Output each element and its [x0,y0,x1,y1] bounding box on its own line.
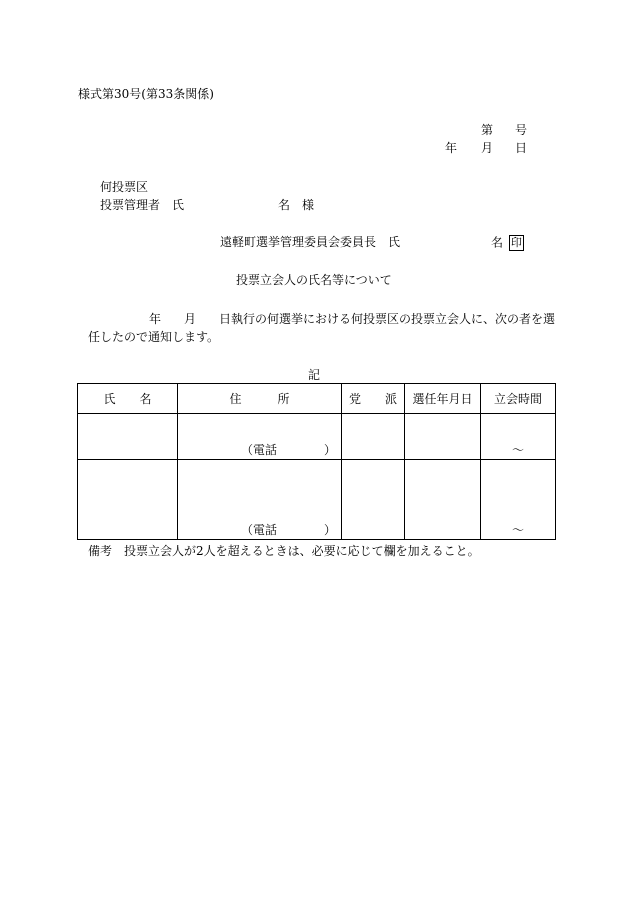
ki-heading: 記 [308,368,321,382]
phone-open: （電話 [241,523,278,537]
body-line1: 日執行の何選挙における何投票区の投票立会人に、次の者を選 [219,312,556,326]
phone-close: ） [323,443,336,457]
address-cell [178,460,342,540]
phone-field [241,443,336,457]
name-cell [78,414,178,460]
recipient-manager-label: 投票管理者 氏 [100,198,185,212]
subject: 投票立会人の氏名等について [236,273,392,287]
sender-name-block [491,235,524,251]
name-cell [78,460,178,540]
attendance-time-cell [481,460,556,540]
phone-field [241,523,336,537]
party-cell [342,414,405,460]
header-party: 党 派 [342,384,405,414]
body-line2: 任したので通知します。 [88,330,220,344]
time-range-tilde: ～ [511,443,524,457]
recipient-district: 何投票区 [100,180,149,194]
date-day: 日 [515,141,528,155]
remarks: 備考 投票立会人が2人を超えるときは、必要に応じて欄を加えること。 [88,544,480,558]
form-number: 様式第30号(第33条関係) [78,87,214,101]
recipient-name-suffix: 名 様 [278,198,315,212]
table-header-row [78,384,556,414]
date-month: 月 [481,141,494,155]
header-address: 住 所 [178,384,342,414]
header-name: 氏 名 [78,384,178,414]
doc-number-go: 号 [515,123,528,137]
attendance-time-cell [481,414,556,460]
phone-close: ） [323,523,336,537]
phone-open: （電話 [241,443,278,457]
table-row [78,414,556,460]
doc-number-dai: 第 [481,123,494,137]
date-year: 年 [445,141,458,155]
sender-name-label: 名 [491,235,504,250]
poll-witness-table [77,383,556,540]
body-year: 年 [149,312,162,326]
party-cell [342,460,405,540]
address-cell [178,414,342,460]
appointment-date-cell [405,414,481,460]
body-month: 月 [184,312,197,326]
sender-title: 遠軽町選挙管理委員会委員長 氏 [220,235,401,249]
table-row [78,460,556,540]
header-appointment-date: 選任年月日 [405,384,481,414]
time-range-tilde: ～ [511,523,524,537]
header-attendance-time: 立会時間 [481,384,556,414]
appointment-date-cell [405,460,481,540]
seal-mark: 印 [510,236,522,249]
